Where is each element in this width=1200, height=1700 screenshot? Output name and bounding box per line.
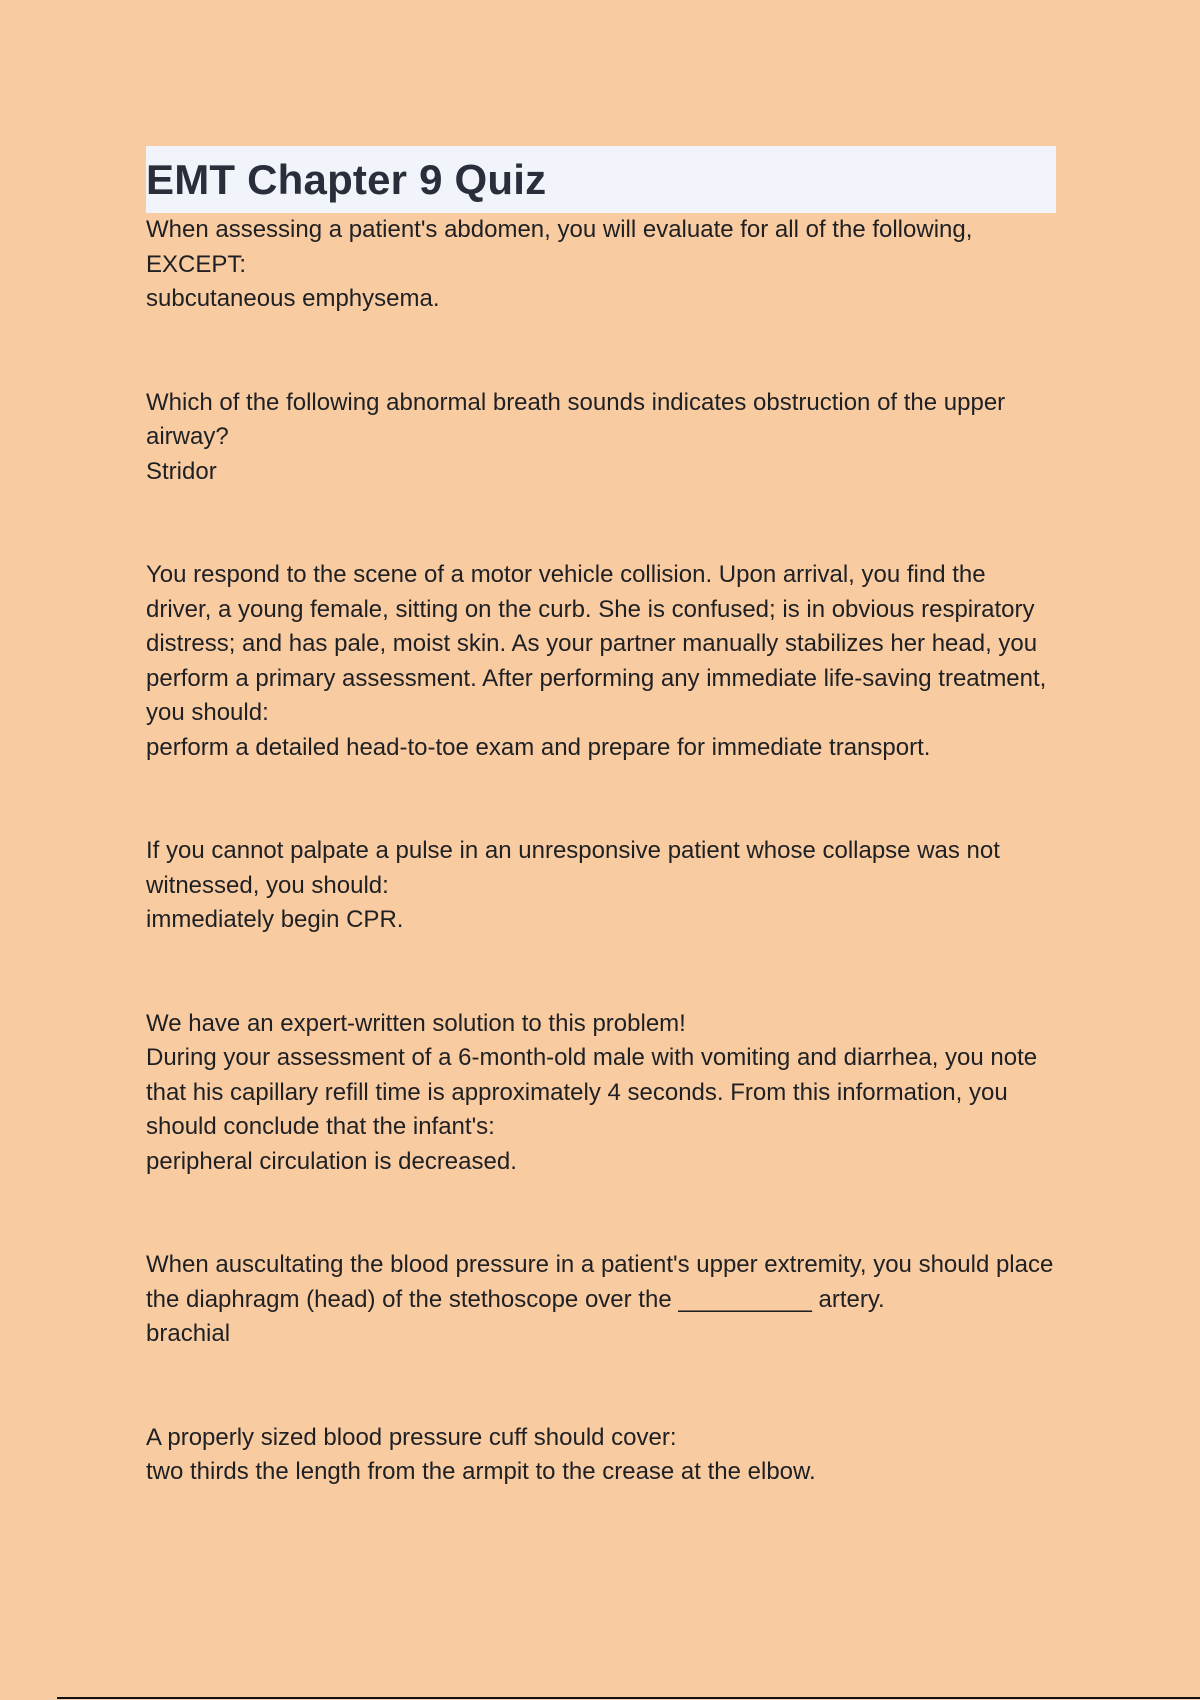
page-title: EMT Chapter 9 Quiz bbox=[146, 155, 547, 203]
question-text: When assessing a patient's abdomen, you will evaluate for all of the following, EXCEPT: bbox=[146, 216, 973, 278]
document-page bbox=[146, 146, 1056, 1490]
answer-text: subcutaneous emphysema. bbox=[146, 285, 440, 312]
answer-text: Stridor bbox=[146, 457, 217, 485]
answer-text: peripheral circulation is decreased. bbox=[146, 1147, 517, 1175]
question-text: During your assessment of a 6-month-old male with vomiting and diarrhea, you note that his capillary refill time is approximately 4 seconds. From this information, you should conclude that the infant's: bbox=[146, 1044, 1038, 1140]
qa-item-1 bbox=[146, 213, 1056, 317]
question-text: If you cannot palpate a pulse in an unresponsive patient whose collapse was not witnessed, you should: bbox=[146, 837, 1000, 899]
qa-item-3 bbox=[146, 558, 1056, 765]
answer-text: immediately begin CPR. bbox=[146, 906, 404, 933]
question-text: You respond to the scene of a motor vehicle collision. Upon arrival, you find the driver, a young female, sitting on the curb. She is confused; is in obvious respiratory distress; and has pale, moist skin. As your partner manually stabilizes her head, you perform a primary assessment. After performing any immediate life-saving treatment, you should: bbox=[146, 561, 1047, 726]
title-bar bbox=[146, 146, 1056, 213]
qa-list bbox=[146, 213, 1056, 1490]
question-text: When auscultating the blood pressure in a patient's upper extremity, you should place the diaphragm (head) of the stethoscope over the __________ artery. bbox=[146, 1251, 1054, 1313]
qa-item-5 bbox=[146, 1007, 1056, 1180]
question-text: Which of the following abnormal breath sounds indicates obstruction of the upper airway? bbox=[146, 388, 1006, 450]
answer-text: two thirds the length from the armpit to the crease at the elbow. bbox=[146, 1458, 816, 1485]
expert-solution-note: We have an expert-written solution to this problem! bbox=[146, 1009, 686, 1037]
page-bottom-divider bbox=[57, 1697, 1200, 1699]
qa-item-4 bbox=[146, 834, 1056, 938]
qa-item-2 bbox=[146, 386, 1056, 490]
answer-text: perform a detailed head-to-toe exam and prepare for immediate transport. bbox=[146, 733, 931, 761]
question-text: A properly sized blood pressure cuff should cover: bbox=[146, 1423, 677, 1451]
qa-item-7 bbox=[146, 1421, 1056, 1490]
qa-item-6 bbox=[146, 1248, 1056, 1352]
answer-text: brachial bbox=[146, 1320, 231, 1347]
